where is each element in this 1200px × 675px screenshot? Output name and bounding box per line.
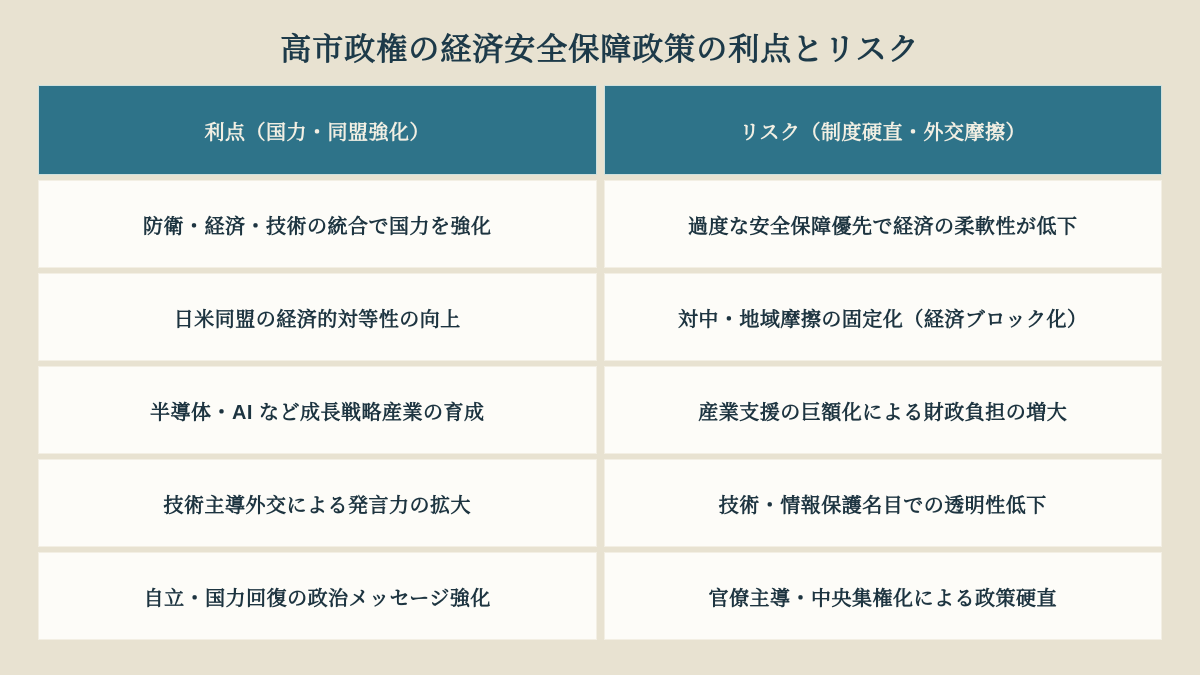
table-cell-benefit-2: 日米同盟の経済的対等性の向上 bbox=[38, 273, 597, 361]
comparison-table bbox=[38, 85, 1162, 640]
table-cell-risk-1: 過度な安全保障優先で経済の柔軟性が低下 bbox=[604, 180, 1163, 268]
table-cell-risk-5: 官僚主導・中央集権化による政策硬直 bbox=[604, 552, 1163, 640]
table-cell-benefit-3: 半導体・AI など成長戦略産業の育成 bbox=[38, 366, 597, 454]
table-cell-benefit-1: 防衛・経済・技術の統合で国力を強化 bbox=[38, 180, 597, 268]
page-title: 高市政権の経済安全保障政策の利点とリスク bbox=[280, 32, 920, 67]
table-cell-risk-2: 対中・地域摩擦の固定化（経済ブロック化） bbox=[604, 273, 1163, 361]
table-cell-benefit-5: 自立・国力回復の政治メッセージ強化 bbox=[38, 552, 597, 640]
table-cell-benefit-4: 技術主導外交による発言力の拡大 bbox=[38, 459, 597, 547]
column-header-benefits: 利点（国力・同盟強化） bbox=[38, 85, 597, 175]
table-cell-risk-3: 産業支援の巨額化による財政負担の増大 bbox=[604, 366, 1163, 454]
column-header-risks: リスク（制度硬直・外交摩擦） bbox=[604, 85, 1163, 175]
table-cell-risk-4: 技術・情報保護名目での透明性低下 bbox=[604, 459, 1163, 547]
